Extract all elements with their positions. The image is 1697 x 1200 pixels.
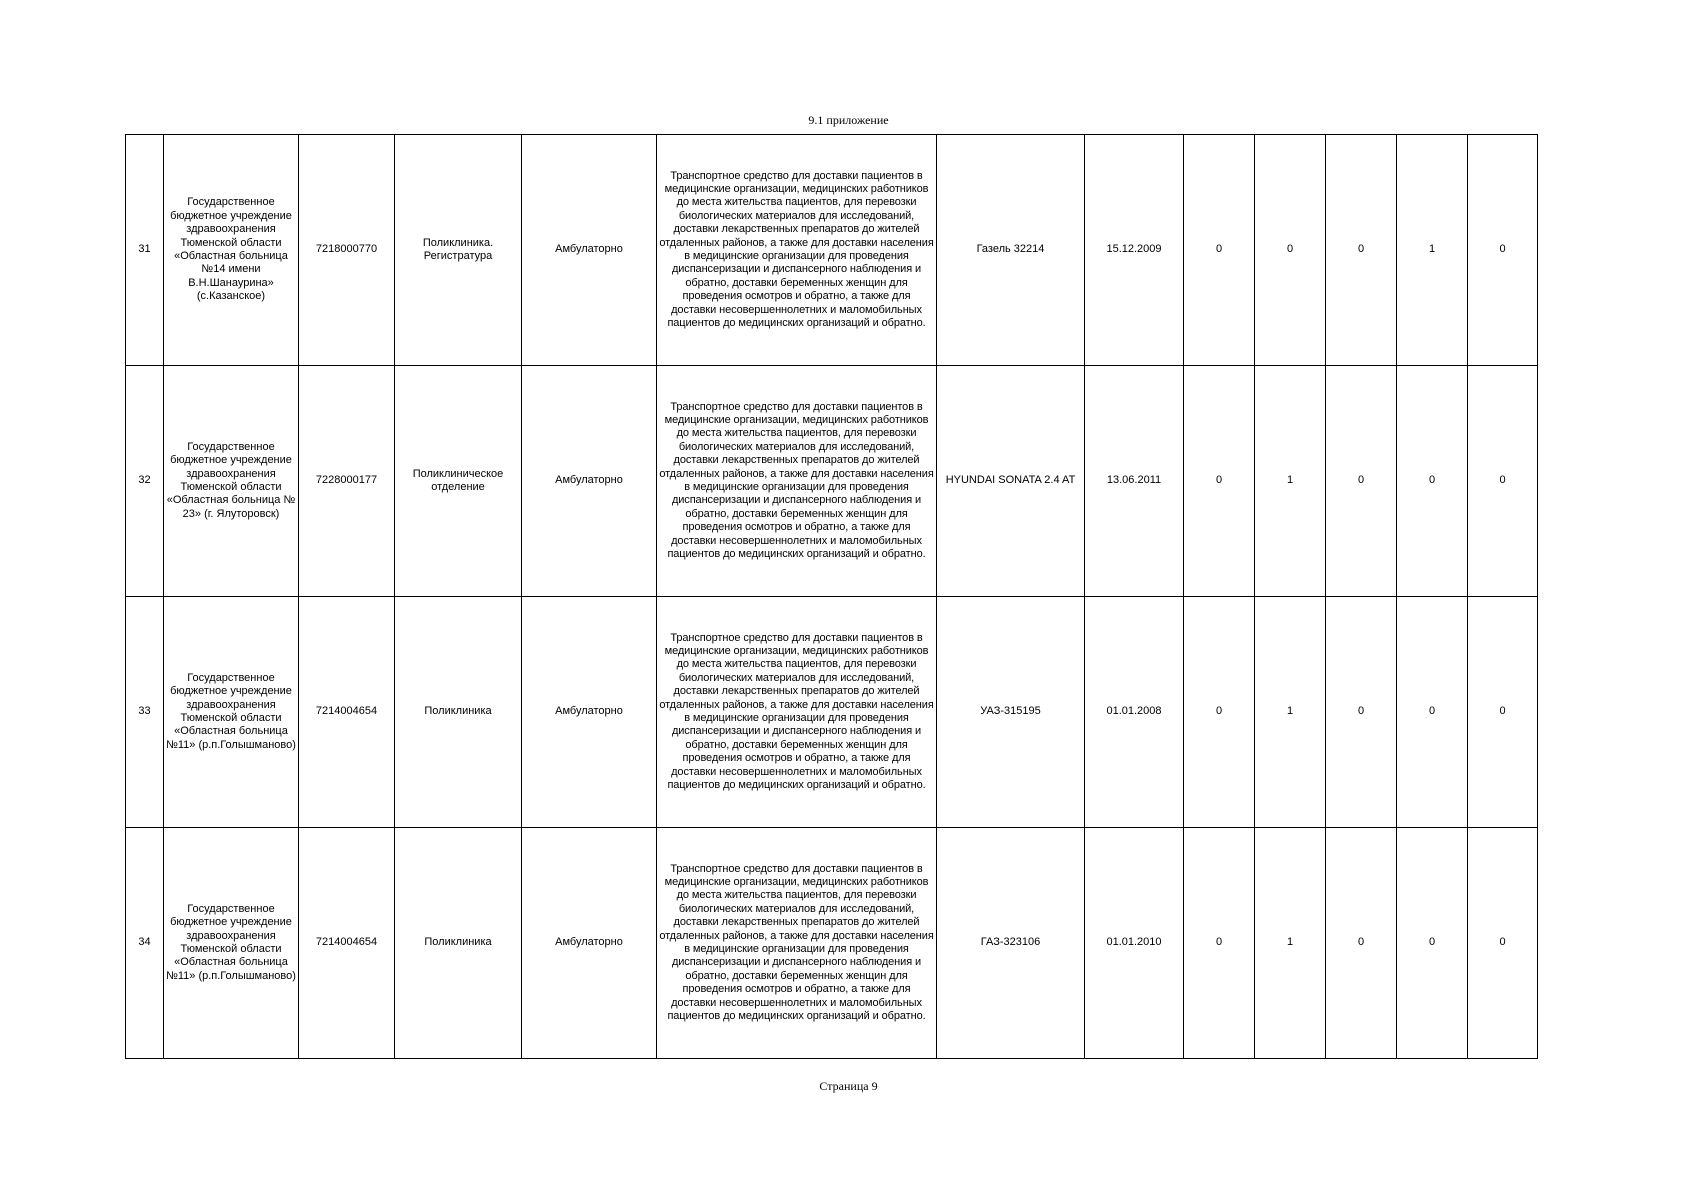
count-col-2: 1 bbox=[1255, 828, 1326, 1059]
vehicle-date: 15.12.2009 bbox=[1085, 135, 1184, 366]
row-number: 33 bbox=[126, 597, 164, 828]
count-col-4: 1 bbox=[1397, 135, 1468, 366]
count-col-3: 0 bbox=[1326, 366, 1397, 597]
vehicle-model: HYUNDAI SONATA 2.4 AT bbox=[937, 366, 1085, 597]
row-number: 32 bbox=[126, 366, 164, 597]
count-col-1: 0 bbox=[1184, 597, 1255, 828]
department: Поликлиника. Регистратура bbox=[395, 135, 522, 366]
department: Поликлиническое отделение bbox=[395, 366, 522, 597]
count-col-5: 0 bbox=[1468, 828, 1538, 1059]
inn-code: 7218000770 bbox=[299, 135, 395, 366]
vehicle-model: УАЗ-315195 bbox=[937, 597, 1085, 828]
service-mode: Амбулаторно bbox=[522, 597, 657, 828]
page-footer: Страница 9 bbox=[819, 1079, 878, 1093]
inn-code: 7228000177 bbox=[299, 366, 395, 597]
count-col-5: 0 bbox=[1468, 135, 1538, 366]
page-header: 9.1 приложение bbox=[808, 113, 889, 127]
department: Поликлиника bbox=[395, 597, 522, 828]
service-mode: Амбулаторно bbox=[522, 828, 657, 1059]
service-mode: Амбулаторно bbox=[522, 135, 657, 366]
department: Поликлиника bbox=[395, 828, 522, 1059]
table-row bbox=[126, 135, 1538, 366]
count-col-2: 1 bbox=[1255, 597, 1326, 828]
vehicle-purpose: Транспортное средство для доставки пациентов в медицинские организации, медицинских работников до места жительства пациентов, для перевозки биологических материалов для исследований, доставки лекарственных препаратов до жителей отдаленных районов, а также для доставки населения в медицинские организации для проведения диспансеризации и диспансерного наблюдения и обратно, доставки беременных женщин для проведения осмотров и обратно, а также для доставки несовершеннолетних и маломобильных пациентов до медицинских организаций и обратно. bbox=[657, 597, 937, 828]
organization-name: Государственное бюджетное учреждение здравоохранения Тюменской области «Областная больница № 23» (г. Ялуторовск) bbox=[164, 366, 299, 597]
service-mode: Амбулаторно bbox=[522, 366, 657, 597]
table-row bbox=[126, 828, 1538, 1059]
row-number: 31 bbox=[126, 135, 164, 366]
count-col-2: 0 bbox=[1255, 135, 1326, 366]
organization-name: Государственное бюджетное учреждение здравоохранения Тюменской области «Областная больница №14 имени В.Н.Шанаурина» (с.Казанское) bbox=[164, 135, 299, 366]
vehicle-date: 01.01.2010 bbox=[1085, 828, 1184, 1059]
count-col-5: 0 bbox=[1468, 597, 1538, 828]
vehicle-purpose: Транспортное средство для доставки пациентов в медицинские организации, медицинских работников до места жительства пациентов, для перевозки биологических материалов для исследований, доставки лекарственных препаратов до жителей отдаленных районов, а также для доставки населения в медицинские организации для проведения диспансеризации и диспансерного наблюдения и обратно, доставки беременных женщин для проведения осмотров и обратно, а также для доставки несовершеннолетних и маломобильных пациентов до медицинских организаций и обратно. bbox=[657, 366, 937, 597]
count-col-4: 0 bbox=[1397, 366, 1468, 597]
inn-code: 7214004654 bbox=[299, 597, 395, 828]
vehicle-date: 01.01.2008 bbox=[1085, 597, 1184, 828]
inn-code: 7214004654 bbox=[299, 828, 395, 1059]
table-row bbox=[126, 597, 1538, 828]
count-col-2: 1 bbox=[1255, 366, 1326, 597]
count-col-4: 0 bbox=[1397, 828, 1468, 1059]
count-col-1: 0 bbox=[1184, 366, 1255, 597]
count-col-3: 0 bbox=[1326, 828, 1397, 1059]
count-col-4: 0 bbox=[1397, 597, 1468, 828]
vehicle-model: Газель 32214 bbox=[937, 135, 1085, 366]
table-row bbox=[126, 366, 1538, 597]
vehicle-purpose: Транспортное средство для доставки пациентов в медицинские организации, медицинских работников до места жительства пациентов, для перевозки биологических материалов для исследований, доставки лекарственных препаратов до жителей отдаленных районов, а также для доставки населения в медицинские организации для проведения диспансеризации и диспансерного наблюдения и обратно, доставки беременных женщин для проведения осмотров и обратно, а также для доставки несовершеннолетних и маломобильных пациентов до медицинских организаций и обратно. bbox=[657, 135, 937, 366]
count-col-5: 0 bbox=[1468, 366, 1538, 597]
vehicle-date: 13.06.2011 bbox=[1085, 366, 1184, 597]
vehicle-table bbox=[125, 134, 1538, 1059]
row-number: 34 bbox=[126, 828, 164, 1059]
vehicle-purpose: Транспортное средство для доставки пациентов в медицинские организации, медицинских работников до места жительства пациентов, для перевозки биологических материалов для исследований, доставки лекарственных препаратов до жителей отдаленных районов, а также для доставки населения в медицинские организации для проведения диспансеризации и диспансерного наблюдения и обратно, доставки беременных женщин для проведения осмотров и обратно, а также для доставки несовершеннолетних и маломобильных пациентов до медицинских организаций и обратно. bbox=[657, 828, 937, 1059]
count-col-3: 0 bbox=[1326, 597, 1397, 828]
organization-name: Государственное бюджетное учреждение здравоохранения Тюменской области «Областная больница №11» (р.п.Голышманово) bbox=[164, 828, 299, 1059]
organization-name: Государственное бюджетное учреждение здравоохранения Тюменской области «Областная больница №11» (р.п.Голышманово) bbox=[164, 597, 299, 828]
vehicle-model: ГАЗ-323106 bbox=[937, 828, 1085, 1059]
count-col-1: 0 bbox=[1184, 135, 1255, 366]
count-col-1: 0 bbox=[1184, 828, 1255, 1059]
count-col-3: 0 bbox=[1326, 135, 1397, 366]
